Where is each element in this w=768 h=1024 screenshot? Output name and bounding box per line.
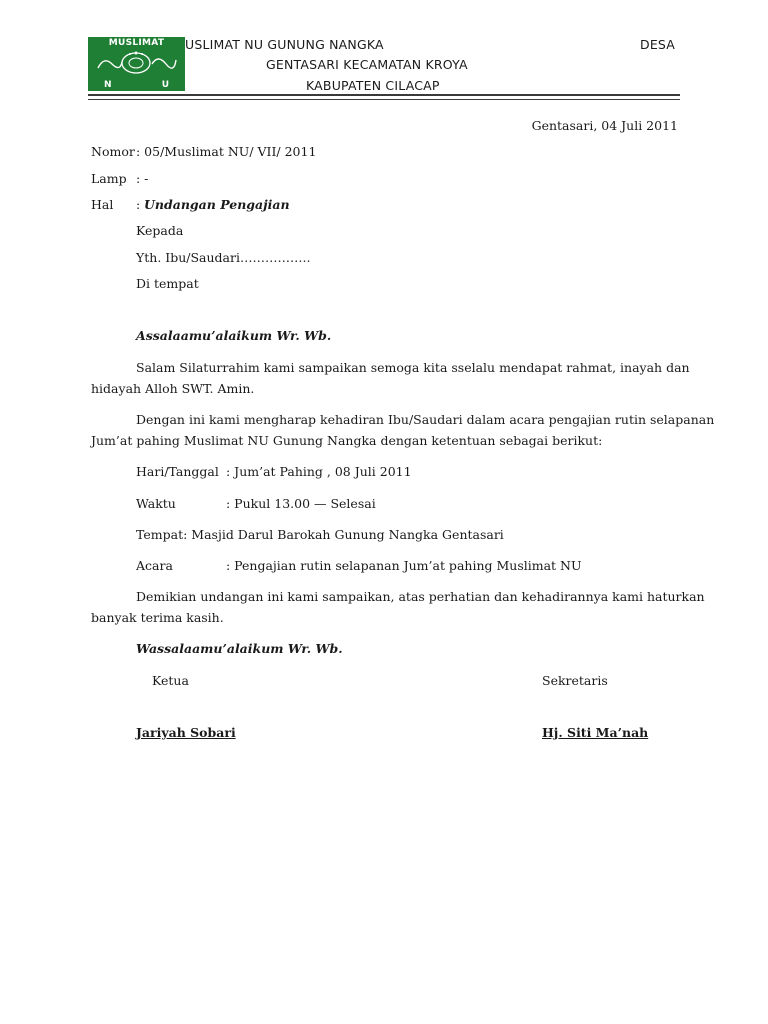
paragraph-1-line-1: Salam Silaturrahim kami sampaikan semoga kita sselalu mendapat rahmat, inayah dan (136, 360, 690, 375)
lamp-label: Lamp (91, 171, 127, 186)
signer-right-name: Hj. Siti Ma’nah (542, 725, 649, 740)
hal-value: Undangan Pengajian (144, 197, 290, 212)
nomor-label: Nomor (91, 144, 135, 159)
logo-letter-u: U (161, 80, 169, 90)
waktu-value: : Pukul 13.00 — Selesai (226, 496, 376, 511)
hari-value: : Jum’at Pahing , 08 Juli 2011 (226, 464, 412, 479)
letter-date: Gentasari, 04 Juli 2011 (531, 118, 678, 133)
waktu-label: Waktu (136, 496, 176, 511)
header-line-1-right: DESA (640, 37, 676, 52)
logo-letter-n: N (104, 80, 112, 90)
kepada: Kepada (136, 223, 184, 238)
logo-emblem-icon (94, 50, 179, 76)
nomor-value: : 05/Muslimat NU/ VII/ 2011 (136, 144, 317, 159)
acara-label: Acara (136, 558, 173, 573)
logo-bottom-text (104, 80, 169, 90)
paragraph-2-line-1: Dengan ini kami mengharap kehadiran Ibu/Saudari dalam acara pengajian rutin selapanan (136, 412, 715, 427)
lamp-value: : - (136, 171, 149, 186)
salam-open: Assalaamu’alaikum Wr. Wb. (136, 328, 332, 343)
paragraph-3-line-1: Demikian undangan ini kami sampaikan, atas perhatian dan kehadirannya kami haturkan (136, 589, 705, 604)
acara-value: : Pengajian rutin selapanan Jum’at pahing Muslimat NU (226, 558, 582, 573)
tempat-line: Tempat: Masjid Darul Barokah Gunung Nangka Gentasari (136, 527, 504, 542)
signer-left-title: Ketua (152, 673, 189, 688)
muslimat-logo (88, 37, 185, 91)
salam-close: Wassalaamu’alaikum Wr. Wb. (136, 641, 343, 656)
logo-top-text: MUSLIMAT (108, 38, 165, 48)
paragraph-1-line-2: hidayah Alloh SWT. Amin. (91, 381, 255, 396)
signer-left-name: Jariyah Sobari (136, 725, 236, 740)
di-tempat: Di tempat (136, 276, 199, 291)
header-line-2: GENTASARI KECAMATAN KROYA (266, 57, 468, 72)
hal-label: Hal (91, 197, 114, 212)
paragraph-3-line-2: banyak terima kasih. (91, 610, 224, 625)
paragraph-2-line-2: Jum’at pahing Muslimat NU Gunung Nangka dengan ketentuan sebagai berikut: (91, 433, 603, 448)
signer-right-title: Sekretaris (542, 673, 608, 688)
hal-colon: : (136, 197, 141, 212)
hari-label: Hari/Tanggal (136, 464, 219, 479)
header-line-1: USLIMAT NU GUNUNG NANGKA (185, 37, 384, 52)
header-rule-thin (88, 99, 680, 100)
header-line-3: KABUPATEN CILACAP (306, 78, 440, 93)
recipient: Yth. Ibu/Saudari…………….. (136, 250, 311, 265)
header-rule-thick (88, 94, 680, 96)
